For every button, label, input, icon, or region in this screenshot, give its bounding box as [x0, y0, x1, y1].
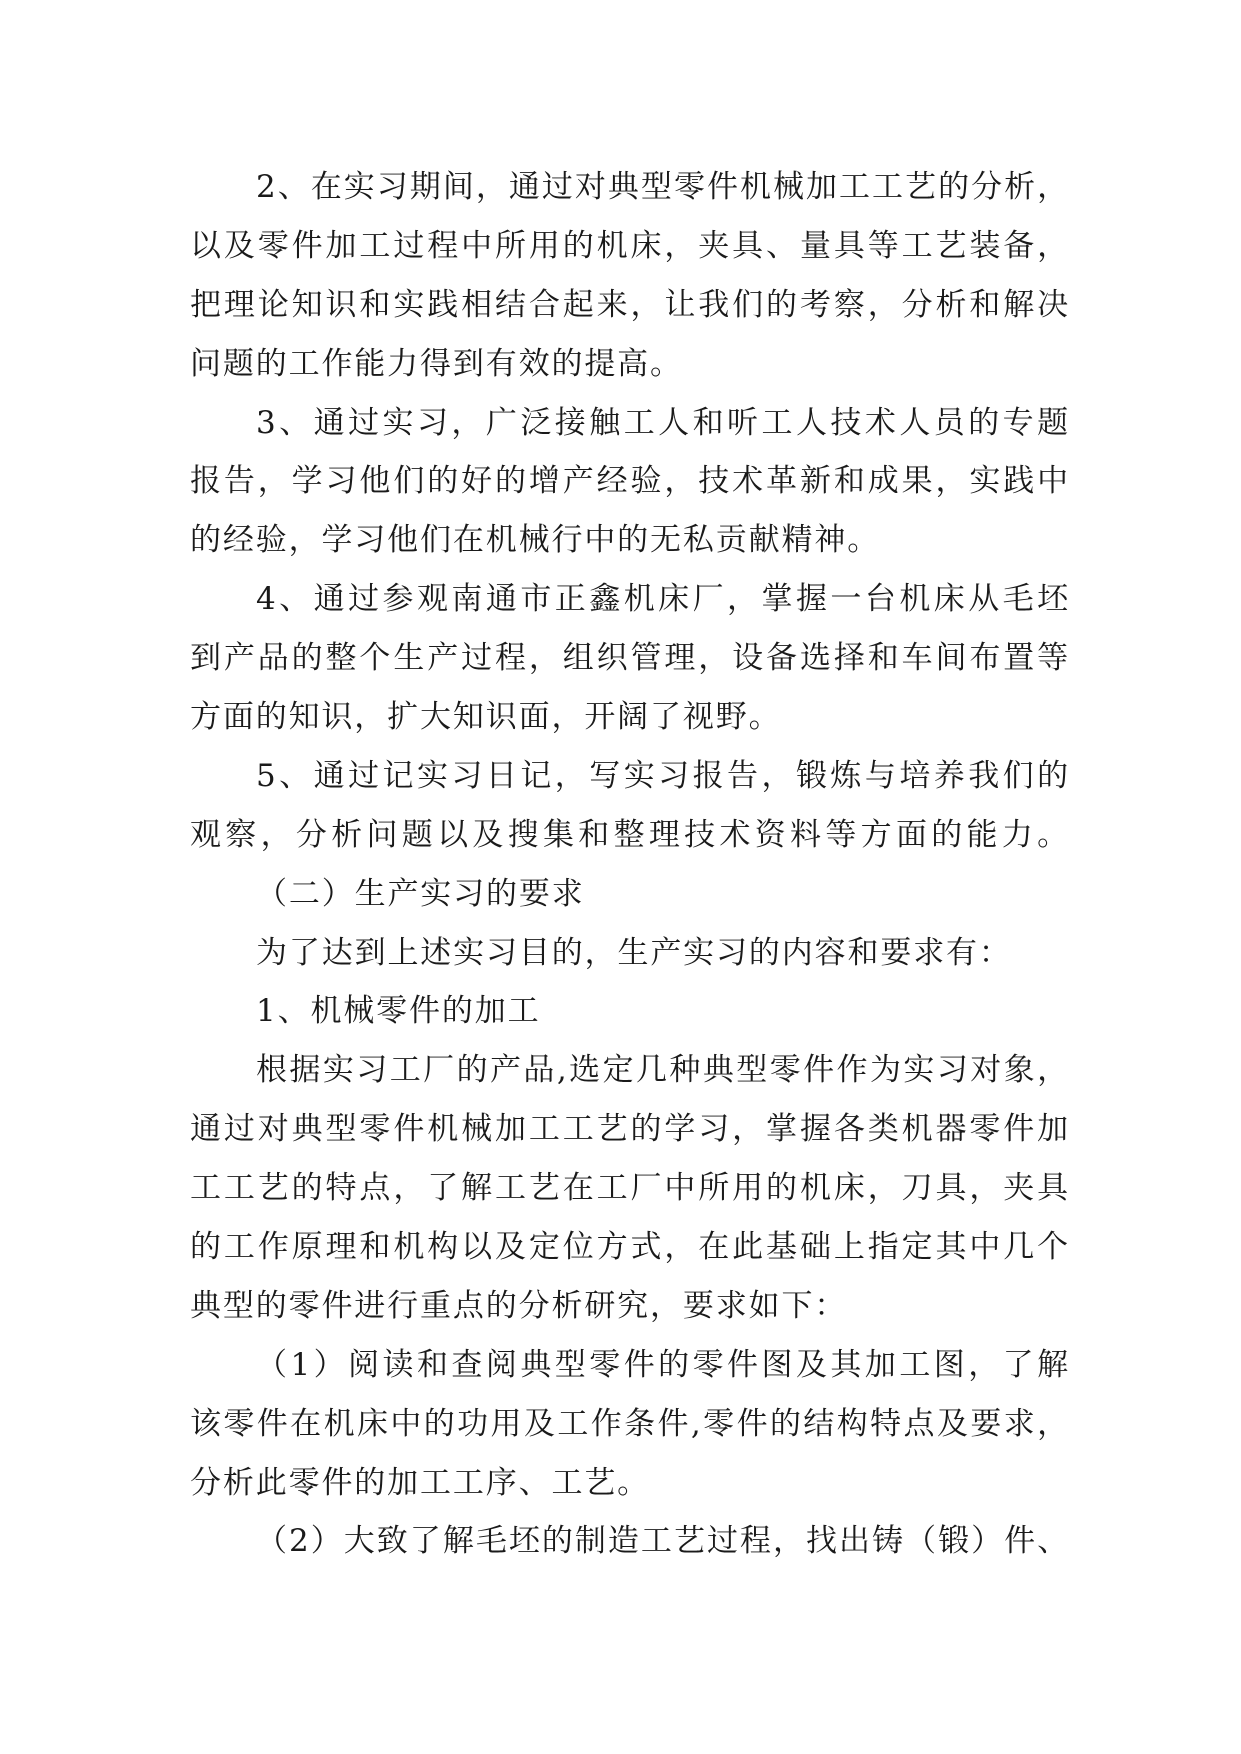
text-line: （1）阅读和查阅典型零件的零件图及其加工图，了解: [256, 1346, 1070, 1383]
section-heading: （二）生产实习的要求: [256, 875, 585, 912]
text-line: 根据实习工厂的产品,选定几种典型零件作为实习对象，: [256, 1052, 1070, 1089]
text-line: 2、在实习期间，通过对典型零件机械加工工艺的分析，: [256, 169, 1070, 205]
text-line: 典型的零件进行重点的分析研究，要求如下：: [190, 1287, 848, 1324]
text-line: 方面的知识，扩大知识面，开阔了视野。: [190, 699, 782, 736]
body-text: [190, 158, 1070, 1571]
text-line: 的工作原理和机构以及定位方式，在此基础上指定其中几个: [190, 1229, 1070, 1266]
text-line: 的经验，学习他们在机械行中的无私贡献精神。: [190, 522, 881, 559]
text-line: 以及零件加工过程中所用的机床，夹具、量具等工艺装备，: [190, 227, 1070, 264]
text-line: 分析此零件的加工工序、工艺。: [190, 1464, 651, 1501]
subsection-heading: 1、机械零件的加工: [256, 993, 541, 1030]
text-line: 通过对典型零件机械加工工艺的学习，掌握各类机器零件加: [190, 1111, 1070, 1148]
text-line: 到产品的整个生产过程，组织管理，设备选择和车间布置等: [190, 640, 1070, 677]
text-line: 为了达到上述实习目的，生产实习的内容和要求有：: [256, 934, 1012, 971]
text-line: 观察，分析问题以及搜集和整理技术资料等方面的能力。: [190, 816, 1070, 853]
text-line: 问题的工作能力得到有效的提高。: [190, 345, 683, 382]
text-line: （2）大致了解毛坯的制造工艺过程，找出铸（锻）件、: [256, 1523, 1070, 1560]
text-line: 报告，学习他们的好的增产经验，技术革新和成果，实践中: [190, 463, 1070, 500]
text-line: 3、通过实习，广泛接触工人和听工人技术人员的专题: [256, 404, 1070, 441]
text-line: 5、通过记实习日记，写实习报告，锻炼与培养我们的: [256, 757, 1070, 794]
text-line: 该零件在机床中的功用及工作条件,零件的结构特点及要求，: [190, 1405, 1070, 1442]
text-line: 工工艺的特点，了解工艺在工厂中所用的机床，刀具，夹具: [190, 1170, 1070, 1207]
text-line: 4、通过参观南通市正鑫机床厂，掌握一台机床从毛坯: [256, 581, 1070, 618]
text-line: 把理论知识和实践相结合起来，让我们的考察，分析和解决: [190, 286, 1070, 323]
